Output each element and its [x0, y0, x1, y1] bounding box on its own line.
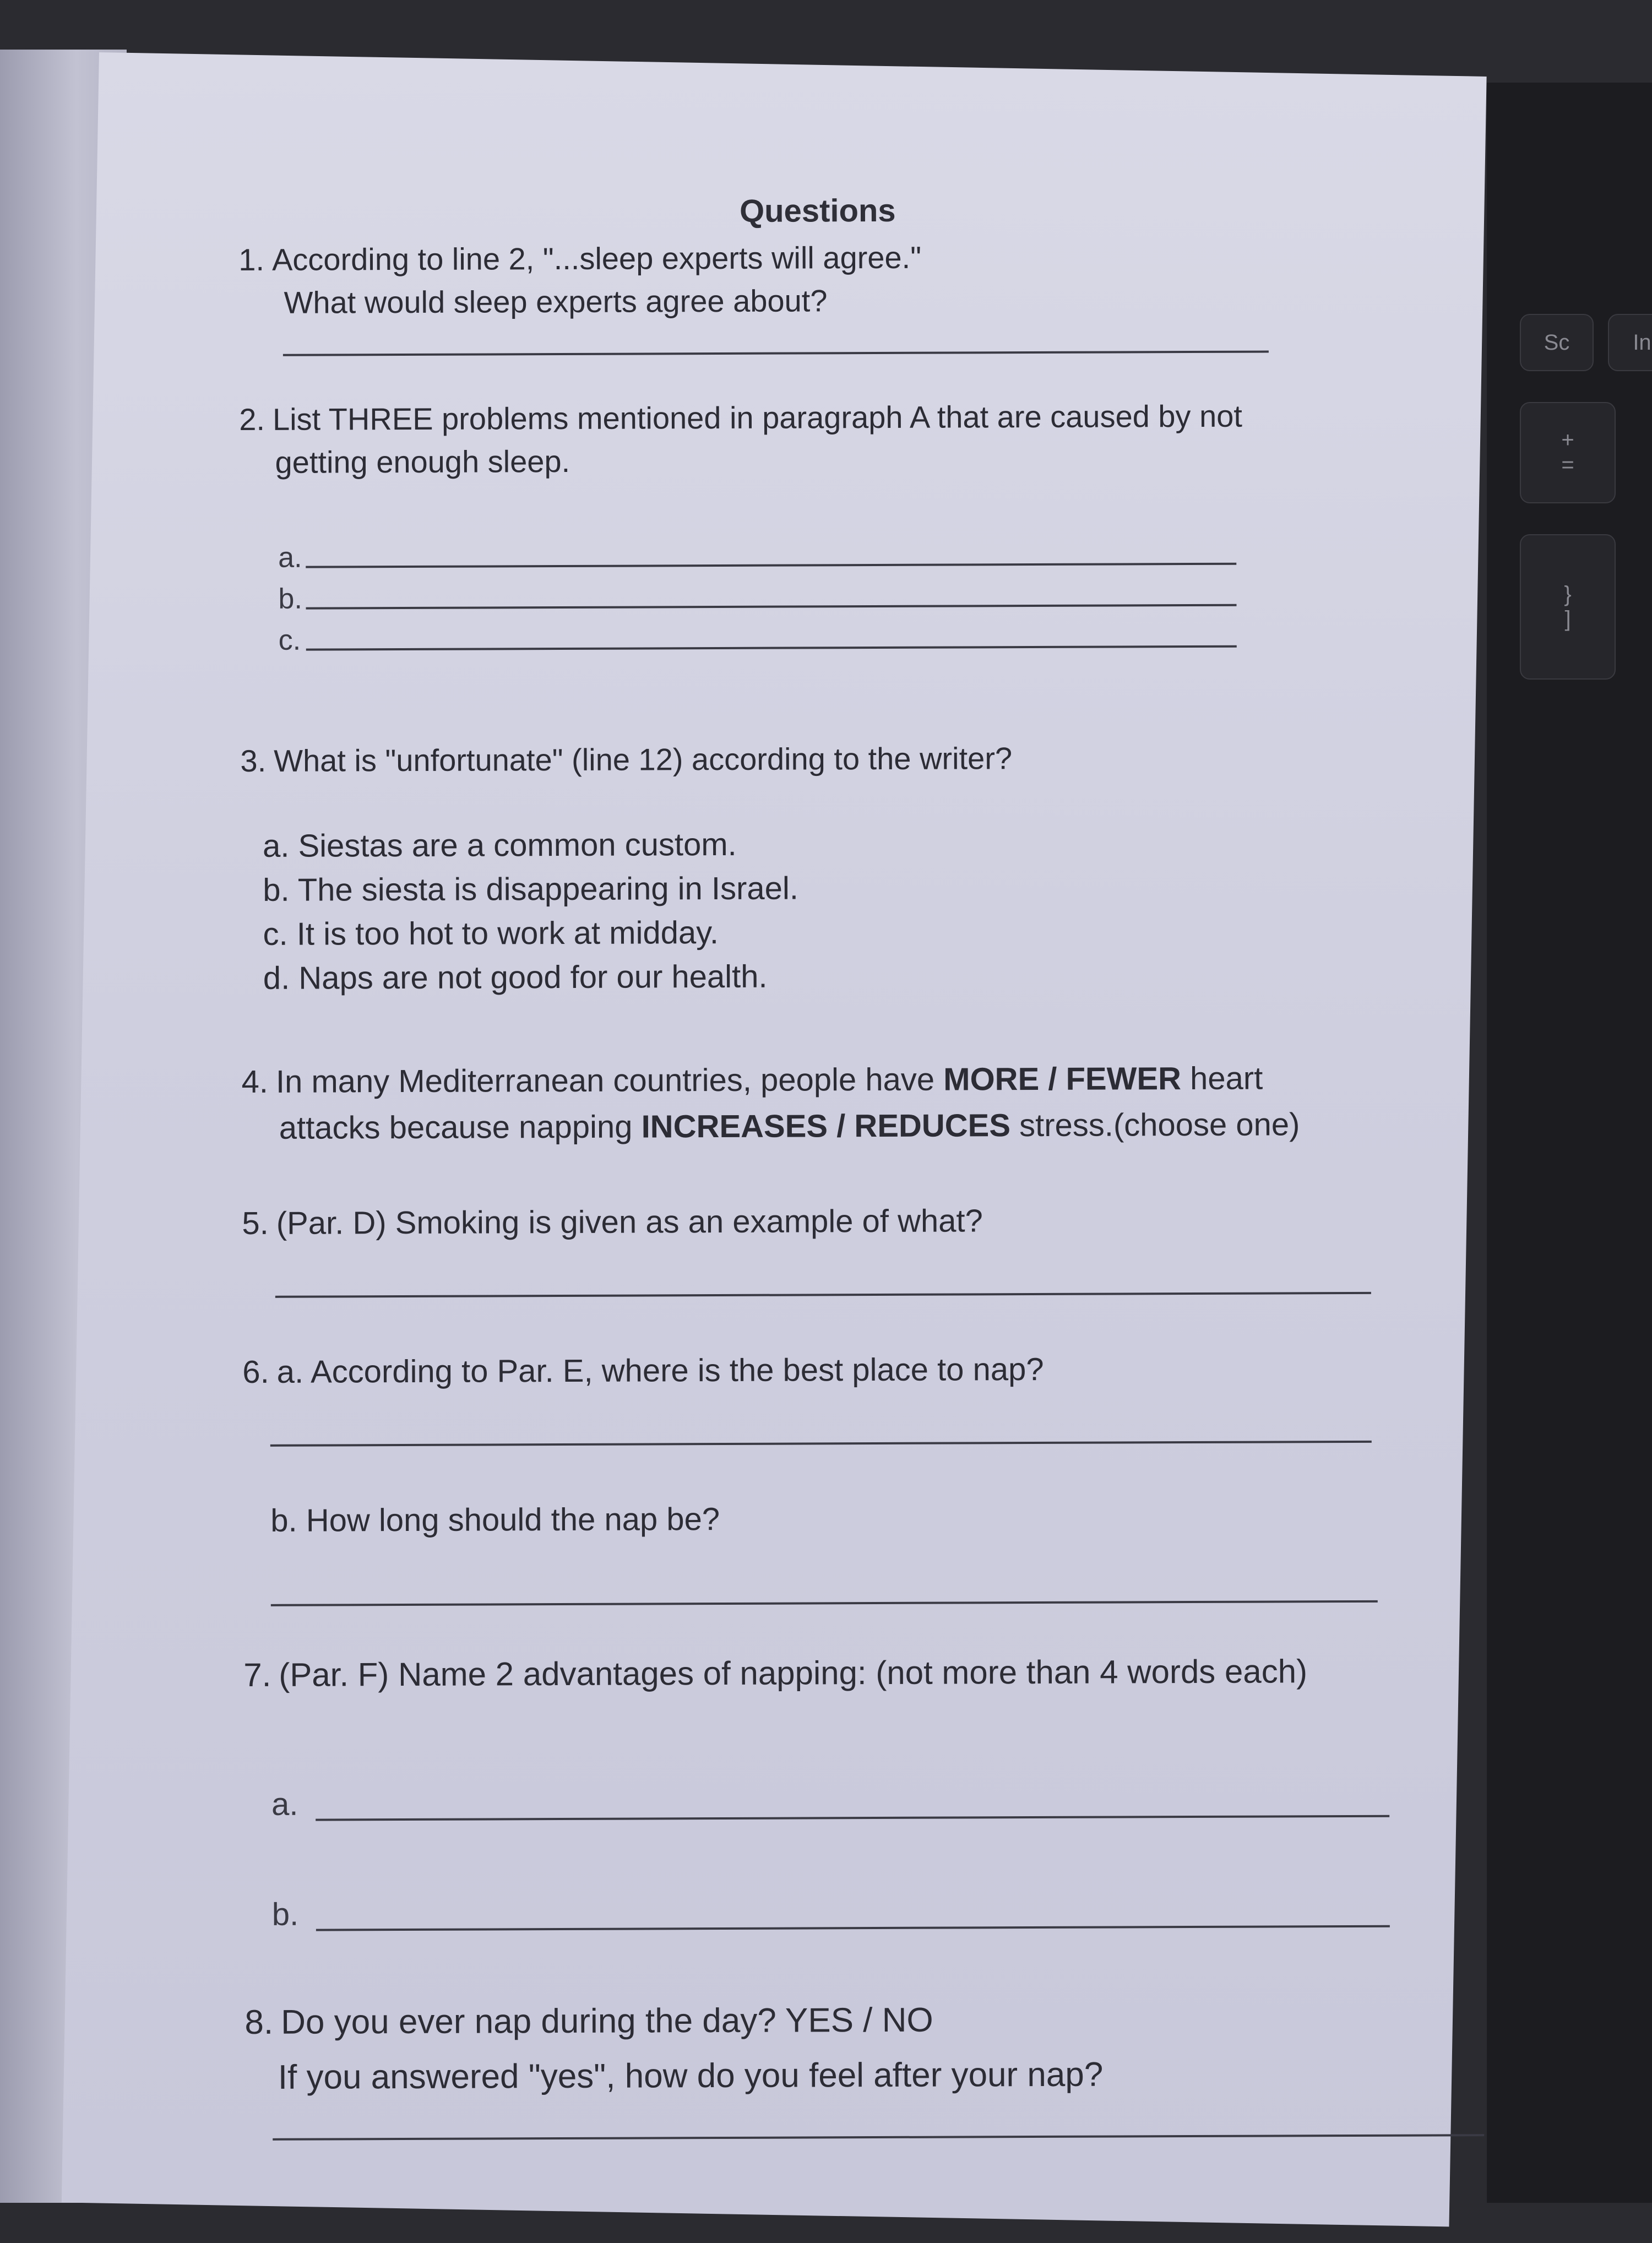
question-text: (Par. F) Name 2 advantages of napping: (not more than 4 words each): [279, 1653, 1308, 1693]
key-plus-label: +: [1561, 428, 1574, 452]
choice-increases-reduces[interactable]: INCREASES / REDUCES: [641, 1107, 1011, 1145]
key-sc-label: Sc: [1544, 330, 1570, 355]
key-equals-label: =: [1561, 453, 1574, 477]
question-1: [238, 236, 921, 324]
question-number: 7.: [243, 1656, 271, 1694]
question-text: stress.(choose one): [1019, 1106, 1300, 1144]
key-sc: [1520, 314, 1594, 371]
answer-line[interactable]: [316, 1925, 1390, 1931]
answer-line[interactable]: [283, 351, 1269, 356]
key-in: [1608, 314, 1652, 371]
question-number: 4.: [241, 1063, 269, 1100]
option-c[interactable]: c. It is too hot to work at midday.: [263, 915, 719, 952]
question-5: [242, 1199, 983, 1245]
question-number: 5.: [242, 1205, 269, 1242]
item-label: c.: [278, 624, 301, 656]
key-plus-equals: [1520, 402, 1616, 503]
item-label: a.: [278, 541, 302, 574]
question-number: 3.: [240, 743, 267, 779]
answer-line[interactable]: [273, 2134, 1484, 2141]
question-number: 1.: [238, 242, 265, 278]
question-text: heart: [1189, 1060, 1263, 1097]
answer-line[interactable]: [306, 604, 1237, 610]
item-label: b.: [278, 583, 302, 615]
option-d[interactable]: d. Naps are not good for our health.: [263, 958, 768, 996]
question-6b: b. How long should the nap be?: [270, 1501, 720, 1539]
question-number: 2.: [239, 401, 265, 437]
question-3: [240, 737, 1012, 783]
question-text: According to line 2, "...sleep experts will agree.": [271, 240, 922, 277]
item-label: b.: [271, 1896, 299, 1932]
question-number: 6.: [242, 1354, 269, 1391]
question-text: In many Mediterranean countries, people have: [275, 1061, 935, 1100]
question-text: Do you ever nap during the day? YES / NO: [281, 2001, 933, 2041]
answer-line[interactable]: [275, 1292, 1371, 1298]
choice-more-fewer[interactable]: MORE / FEWER: [943, 1061, 1182, 1098]
option-a[interactable]: a. Siestas are a common custom.: [262, 826, 737, 864]
key-brace: [1520, 534, 1616, 680]
question-text: attacks because napping: [279, 1109, 633, 1146]
question-text: List THREE problems mentioned in paragraph A that are caused by not: [272, 398, 1243, 437]
answer-line[interactable]: [316, 1815, 1389, 1821]
question-text: a. According to Par. E, where is the best place to nap?: [276, 1351, 1044, 1390]
question-number: 8.: [244, 2003, 274, 2042]
question-8: [244, 1992, 1103, 2105]
question-4: [241, 1055, 1300, 1152]
question-text: (Par. D) Smoking is given as an example of what?: [276, 1203, 983, 1241]
key-bracket-label: ]: [1564, 607, 1571, 631]
worksheet-page: [62, 52, 1487, 2226]
answer-line[interactable]: [271, 1600, 1378, 1606]
key-brace-label: }: [1564, 582, 1572, 606]
question-text: If you answered "yes", how do you feel after your nap?: [278, 2055, 1104, 2097]
worksheet-content: [78, 63, 1474, 2219]
question-2: [239, 395, 1242, 484]
question-text: What would sleep experts agree about?: [284, 283, 828, 320]
question-text: What is "unfortunate" (line 12) according to the writer?: [274, 741, 1013, 778]
key-in-label: In: [1633, 330, 1651, 355]
question-6a: [242, 1348, 1044, 1394]
answer-line[interactable]: [270, 1441, 1372, 1447]
item-label: a.: [271, 1786, 298, 1822]
answer-line[interactable]: [306, 563, 1236, 568]
option-b[interactable]: b. The siesta is disappearing in Israel.: [263, 870, 798, 908]
question-text: getting enough sleep.: [275, 443, 570, 480]
question-7: [243, 1650, 1307, 1697]
keyboard-background: [1487, 83, 1652, 2203]
page-title: Questions: [739, 192, 896, 229]
answer-line[interactable]: [306, 645, 1237, 651]
